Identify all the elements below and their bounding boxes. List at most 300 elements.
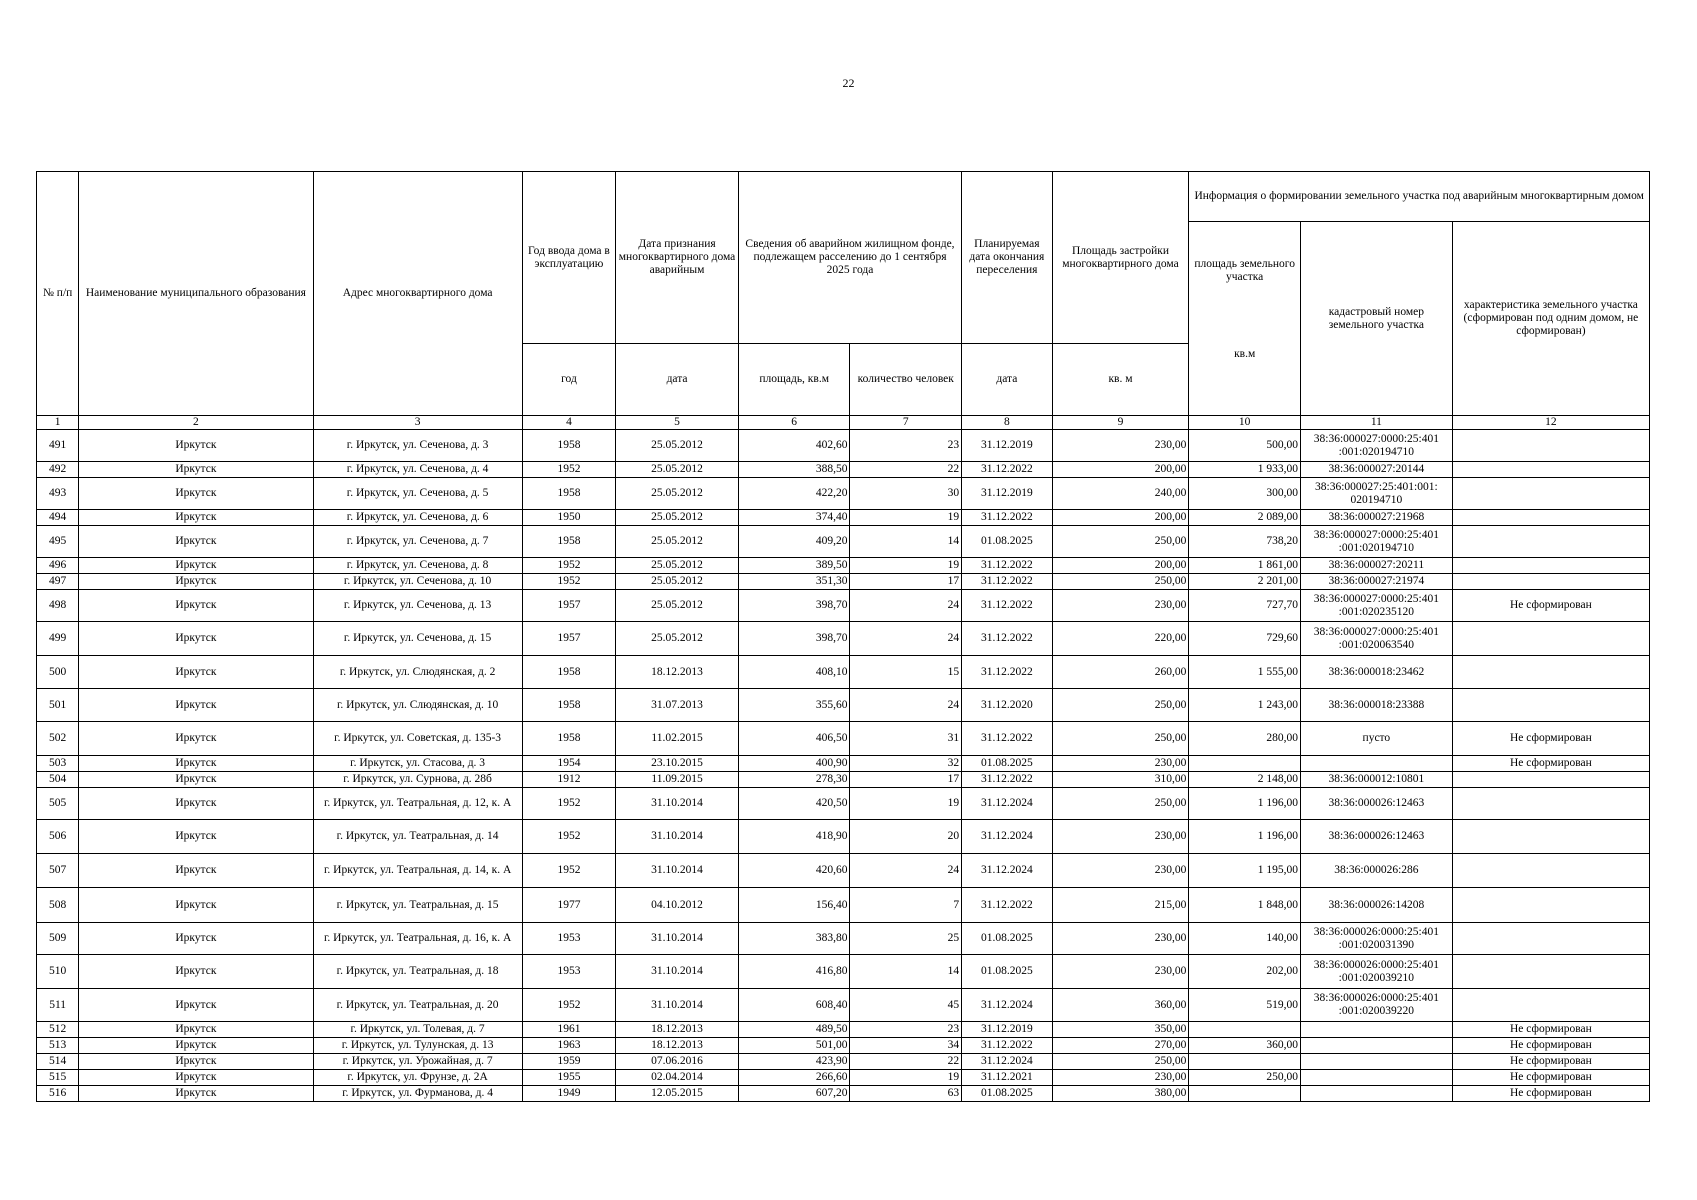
address-cell: г. Иркутск, ул. Сеченова, д. 10 [313, 574, 522, 590]
land-area-cell: 519,00 [1189, 989, 1301, 1022]
land-area-cell: 202,00 [1189, 955, 1301, 989]
row-number: 503 [37, 756, 79, 772]
land-area-cell: 1 933,00 [1189, 462, 1301, 478]
people-cell: 19 [850, 558, 962, 574]
recognition-date-cell: 31.10.2014 [616, 788, 739, 820]
cadastral-cell: 38:36:000018:23388 [1300, 689, 1452, 722]
people-cell: 30 [850, 478, 962, 510]
address-cell: г. Иркутск, ул. Толевая, д. 7 [313, 1022, 522, 1038]
people-cell: 19 [850, 510, 962, 526]
emergency-housing-table [36, 171, 1650, 1102]
table-row [37, 820, 1650, 854]
planned-end-cell: 01.08.2025 [962, 955, 1053, 989]
planned-end-cell: 31.12.2022 [962, 772, 1053, 788]
year-cell: 1958 [522, 478, 616, 510]
building-area-cell: 200,00 [1052, 510, 1189, 526]
header-building-area: Площадь застройки многоквартирного дома [1052, 172, 1189, 344]
building-area-cell: 250,00 [1052, 574, 1189, 590]
recognition-date-cell: 31.07.2013 [616, 689, 739, 722]
area-cell: 383,80 [738, 923, 850, 955]
table-row [37, 622, 1650, 656]
cadastral-cell: 38:36:000027:20211 [1300, 558, 1452, 574]
land-char-cell [1452, 478, 1649, 510]
table-row [37, 656, 1650, 689]
municipality-cell: Иркутск [79, 1022, 313, 1038]
year-cell: 1953 [522, 923, 616, 955]
land-area-cell: 1 555,00 [1189, 656, 1301, 689]
land-char-cell [1452, 656, 1649, 689]
row-number: 508 [37, 888, 79, 923]
header-emergency-fund: Сведения об аварийном жилищном фонде, подлежащем расселению до 1 сентября 2025 года [738, 172, 961, 344]
people-cell: 25 [850, 923, 962, 955]
planned-end-cell: 31.12.2019 [962, 430, 1053, 462]
address-cell: г. Иркутск, ул. Слюдянская, д. 2 [313, 656, 522, 689]
people-cell: 24 [850, 590, 962, 622]
year-cell: 1958 [522, 526, 616, 558]
year-cell: 1952 [522, 820, 616, 854]
year-cell: 1957 [522, 622, 616, 656]
year-cell: 1958 [522, 430, 616, 462]
year-cell: 1952 [522, 574, 616, 590]
area-cell: 355,60 [738, 689, 850, 722]
land-char-cell [1452, 955, 1649, 989]
land-char-cell: Не сформирован [1452, 1070, 1649, 1086]
building-area-cell: 230,00 [1052, 756, 1189, 772]
address-cell: г. Иркутск, ул. Сеченова, д. 7 [313, 526, 522, 558]
land-area-cell: 500,00 [1189, 430, 1301, 462]
land-char-cell: Не сформирован [1452, 1022, 1649, 1038]
land-area-cell: 360,00 [1189, 1038, 1301, 1054]
address-cell: г. Иркутск, ул. Театральная, д. 14, к. А [313, 854, 522, 888]
planned-end-cell: 31.12.2022 [962, 558, 1053, 574]
municipality-cell: Иркутск [79, 788, 313, 820]
land-char-cell [1452, 526, 1649, 558]
header-unit-date: дата [616, 344, 739, 416]
row-number: 507 [37, 854, 79, 888]
building-area-cell: 380,00 [1052, 1086, 1189, 1102]
planned-end-cell: 31.12.2022 [962, 722, 1053, 756]
cadastral-cell: 38:36:000026:0000:25:401 :001:020031390 [1300, 923, 1452, 955]
land-char-cell [1452, 772, 1649, 788]
land-char-cell: Не сформирован [1452, 756, 1649, 772]
planned-end-cell: 31.12.2020 [962, 689, 1053, 722]
municipality-cell: Иркутск [79, 478, 313, 510]
land-area-cell: 2 089,00 [1189, 510, 1301, 526]
row-number: 512 [37, 1022, 79, 1038]
building-area-cell: 250,00 [1052, 689, 1189, 722]
row-number: 505 [37, 788, 79, 820]
planned-end-cell: 31.12.2024 [962, 788, 1053, 820]
cadastral-cell: 38:36:000027:20144 [1300, 462, 1452, 478]
people-cell: 23 [850, 1022, 962, 1038]
row-number: 511 [37, 989, 79, 1022]
row-number: 496 [37, 558, 79, 574]
land-char-cell: Не сформирован [1452, 722, 1649, 756]
year-cell: 1958 [522, 689, 616, 722]
address-cell: г. Иркутск, ул. Театральная, д. 14 [313, 820, 522, 854]
year-cell: 1953 [522, 955, 616, 989]
area-cell: 266,60 [738, 1070, 850, 1086]
address-cell: г. Иркутск, ул. Слюдянская, д. 10 [313, 689, 522, 722]
cadastral-cell [1300, 1038, 1452, 1054]
land-char-cell [1452, 788, 1649, 820]
area-cell: 398,70 [738, 590, 850, 622]
table-row [37, 772, 1650, 788]
row-number: 504 [37, 772, 79, 788]
recognition-date-cell: 18.12.2013 [616, 1022, 739, 1038]
area-cell: 420,60 [738, 854, 850, 888]
year-cell: 1955 [522, 1070, 616, 1086]
land-area-cell [1189, 756, 1301, 772]
people-cell: 7 [850, 888, 962, 923]
building-area-cell: 230,00 [1052, 1070, 1189, 1086]
table-header [37, 172, 1650, 416]
row-number: 516 [37, 1086, 79, 1102]
planned-end-cell: 31.12.2022 [962, 590, 1053, 622]
address-cell: г. Иркутск, ул. Театральная, д. 20 [313, 989, 522, 1022]
land-area-cell [1189, 1054, 1301, 1070]
header-num: № п/п [37, 172, 79, 416]
column-number: 4 [522, 416, 616, 430]
table-row [37, 689, 1650, 722]
land-char-cell [1452, 820, 1649, 854]
people-cell: 17 [850, 574, 962, 590]
recognition-date-cell: 23.10.2015 [616, 756, 739, 772]
land-char-cell: Не сформирован [1452, 1038, 1649, 1054]
table-row [37, 558, 1650, 574]
recognition-date-cell: 25.05.2012 [616, 478, 739, 510]
building-area-cell: 200,00 [1052, 462, 1189, 478]
address-cell: г. Иркутск, ул. Театральная, д. 15 [313, 888, 522, 923]
land-area-cell: 250,00 [1189, 1070, 1301, 1086]
building-area-cell: 260,00 [1052, 656, 1189, 689]
municipality-cell: Иркутск [79, 888, 313, 923]
municipality-cell: Иркутск [79, 989, 313, 1022]
planned-end-cell: 31.12.2022 [962, 574, 1053, 590]
building-area-cell: 310,00 [1052, 772, 1189, 788]
people-cell: 22 [850, 1054, 962, 1070]
area-cell: 388,50 [738, 462, 850, 478]
column-number: 2 [79, 416, 313, 430]
address-cell: г. Иркутск, ул. Стасова, д. 3 [313, 756, 522, 772]
recognition-date-cell: 02.04.2014 [616, 1070, 739, 1086]
address-cell: г. Иркутск, ул. Сеченова, д. 3 [313, 430, 522, 462]
land-area-cell: 727,70 [1189, 590, 1301, 622]
row-number: 491 [37, 430, 79, 462]
cadastral-cell: 38:36:000027:25:401:001: 020194710 [1300, 478, 1452, 510]
land-area-cell: 738,20 [1189, 526, 1301, 558]
table-row [37, 430, 1650, 462]
recognition-date-cell: 04.10.2012 [616, 888, 739, 923]
cadastral-cell [1300, 756, 1452, 772]
planned-end-cell: 31.12.2019 [962, 1022, 1053, 1038]
land-area-cell [1189, 1086, 1301, 1102]
cadastral-cell: 38:36:000026:14208 [1300, 888, 1452, 923]
recognition-date-cell: 11.02.2015 [616, 722, 739, 756]
planned-end-cell: 01.08.2025 [962, 756, 1053, 772]
land-char-cell [1452, 462, 1649, 478]
table-row [37, 1070, 1650, 1086]
cadastral-cell: 38:36:000018:23462 [1300, 656, 1452, 689]
people-cell: 20 [850, 820, 962, 854]
column-number: 3 [313, 416, 522, 430]
land-area-cell: 1 196,00 [1189, 820, 1301, 854]
area-cell: 607,20 [738, 1086, 850, 1102]
building-area-cell: 270,00 [1052, 1038, 1189, 1054]
address-cell: г. Иркутск, ул. Сеченова, д. 5 [313, 478, 522, 510]
year-cell: 1959 [522, 1054, 616, 1070]
planned-end-cell: 31.12.2022 [962, 888, 1053, 923]
municipality-cell: Иркутск [79, 1038, 313, 1054]
header-land-area: площадь земельного участка кв.м [1189, 222, 1301, 416]
land-char-cell [1452, 510, 1649, 526]
building-area-cell: 230,00 [1052, 430, 1189, 462]
municipality-cell: Иркутск [79, 574, 313, 590]
header-unit-year: год [522, 344, 616, 416]
cadastral-cell: 38:36:000026:12463 [1300, 788, 1452, 820]
year-cell: 1949 [522, 1086, 616, 1102]
cadastral-cell: 38:36:000026:0000:25:401 :001:020039210 [1300, 955, 1452, 989]
recognition-date-cell: 25.05.2012 [616, 622, 739, 656]
cadastral-cell: 38:36:000026:286 [1300, 854, 1452, 888]
land-area-cell: 729,60 [1189, 622, 1301, 656]
column-number: 11 [1300, 416, 1452, 430]
recognition-date-cell: 12.05.2015 [616, 1086, 739, 1102]
area-cell: 489,50 [738, 1022, 850, 1038]
address-cell: г. Иркутск, ул. Сеченова, д. 13 [313, 590, 522, 622]
land-area-cell: 280,00 [1189, 722, 1301, 756]
table-row [37, 854, 1650, 888]
table-body [37, 416, 1650, 1102]
table-row [37, 788, 1650, 820]
planned-end-cell: 31.12.2024 [962, 989, 1053, 1022]
building-area-cell: 230,00 [1052, 923, 1189, 955]
recognition-date-cell: 25.05.2012 [616, 574, 739, 590]
people-cell: 63 [850, 1086, 962, 1102]
address-cell: г. Иркутск, ул. Театральная, д. 12, к. А [313, 788, 522, 820]
recognition-date-cell: 25.05.2012 [616, 462, 739, 478]
row-number: 495 [37, 526, 79, 558]
row-number: 499 [37, 622, 79, 656]
table-row [37, 1054, 1650, 1070]
header-unit-date2: дата [962, 344, 1053, 416]
recognition-date-cell: 31.10.2014 [616, 923, 739, 955]
recognition-date-cell: 11.09.2015 [616, 772, 739, 788]
column-number: 10 [1189, 416, 1301, 430]
cadastral-cell: пусто [1300, 722, 1452, 756]
recognition-date-cell: 31.10.2014 [616, 989, 739, 1022]
cadastral-cell: 38:36:000027:21968 [1300, 510, 1452, 526]
table-row [37, 756, 1650, 772]
cadastral-cell: 38:36:000026:12463 [1300, 820, 1452, 854]
cadastral-cell: 38:36:000027:0000:25:401 :001:020194710 [1300, 526, 1452, 558]
row-number: 514 [37, 1054, 79, 1070]
area-cell: 408,10 [738, 656, 850, 689]
table-row [37, 574, 1650, 590]
planned-end-cell: 01.08.2025 [962, 526, 1053, 558]
row-number: 501 [37, 689, 79, 722]
cadastral-cell: 38:36:000026:0000:25:401 :001:020039220 [1300, 989, 1452, 1022]
land-area-cell [1189, 1022, 1301, 1038]
row-number: 494 [37, 510, 79, 526]
column-number: 6 [738, 416, 850, 430]
municipality-cell: Иркутск [79, 430, 313, 462]
header-recognition-date: Дата признания многоквартирного дома аварийным [616, 172, 739, 344]
table-row [37, 989, 1650, 1022]
land-char-cell [1452, 989, 1649, 1022]
recognition-date-cell: 25.05.2012 [616, 430, 739, 462]
building-area-cell: 250,00 [1052, 788, 1189, 820]
building-area-cell: 230,00 [1052, 854, 1189, 888]
cadastral-cell: 38:36:000012:10801 [1300, 772, 1452, 788]
planned-end-cell: 01.08.2025 [962, 1086, 1053, 1102]
area-cell: 278,30 [738, 772, 850, 788]
table-row [37, 1038, 1650, 1054]
municipality-cell: Иркутск [79, 622, 313, 656]
area-cell: 374,40 [738, 510, 850, 526]
address-cell: г. Иркутск, ул. Фрунзе, д. 2А [313, 1070, 522, 1086]
column-number: 9 [1052, 416, 1189, 430]
municipality-cell: Иркутск [79, 510, 313, 526]
column-number: 7 [850, 416, 962, 430]
land-char-cell [1452, 430, 1649, 462]
planned-end-cell: 31.12.2022 [962, 656, 1053, 689]
building-area-cell: 250,00 [1052, 722, 1189, 756]
building-area-cell: 230,00 [1052, 590, 1189, 622]
table-row [37, 1022, 1650, 1038]
cadastral-cell: 38:36:000027:0000:25:401 :001:020235120 [1300, 590, 1452, 622]
municipality-cell: Иркутск [79, 820, 313, 854]
area-cell: 409,20 [738, 526, 850, 558]
planned-end-cell: 31.12.2019 [962, 478, 1053, 510]
column-number: 5 [616, 416, 739, 430]
year-cell: 1952 [522, 854, 616, 888]
year-cell: 1952 [522, 989, 616, 1022]
people-cell: 14 [850, 526, 962, 558]
header-unit-area: площадь, кв.м [738, 344, 850, 416]
people-cell: 45 [850, 989, 962, 1022]
land-char-cell: Не сформирован [1452, 590, 1649, 622]
area-cell: 423,90 [738, 1054, 850, 1070]
header-unit-sqm2: кв.м [1234, 348, 1256, 360]
area-cell: 398,70 [738, 622, 850, 656]
cadastral-cell: 38:36:000027:0000:25:401 :001:020063540 [1300, 622, 1452, 656]
row-number: 493 [37, 478, 79, 510]
land-char-cell [1452, 923, 1649, 955]
recognition-date-cell: 31.10.2014 [616, 955, 739, 989]
building-area-cell: 220,00 [1052, 622, 1189, 656]
header-unit-people: количество человек [850, 344, 962, 416]
municipality-cell: Иркутск [79, 462, 313, 478]
header-planned-end: Планируемая дата окончания переселения [962, 172, 1053, 344]
header-address: Адрес многоквартирного дома [313, 172, 522, 416]
people-cell: 34 [850, 1038, 962, 1054]
table-row [37, 510, 1650, 526]
area-cell: 402,60 [738, 430, 850, 462]
area-cell: 418,90 [738, 820, 850, 854]
municipality-cell: Иркутск [79, 854, 313, 888]
municipality-cell: Иркутск [79, 656, 313, 689]
recognition-date-cell: 25.05.2012 [616, 510, 739, 526]
planned-end-cell: 31.12.2022 [962, 462, 1053, 478]
people-cell: 19 [850, 788, 962, 820]
building-area-cell: 360,00 [1052, 989, 1189, 1022]
table-row [37, 923, 1650, 955]
header-unit-sqm: кв. м [1052, 344, 1189, 416]
area-cell: 400,90 [738, 756, 850, 772]
land-area-cell: 140,00 [1189, 923, 1301, 955]
planned-end-cell: 31.12.2022 [962, 1038, 1053, 1054]
area-cell: 156,40 [738, 888, 850, 923]
land-char-cell [1452, 854, 1649, 888]
building-area-cell: 250,00 [1052, 1054, 1189, 1070]
address-cell: г. Иркутск, ул. Сеченова, д. 6 [313, 510, 522, 526]
area-cell: 420,50 [738, 788, 850, 820]
year-cell: 1963 [522, 1038, 616, 1054]
cadastral-cell [1300, 1054, 1452, 1070]
table-row [37, 888, 1650, 923]
row-number: 492 [37, 462, 79, 478]
land-area-cell: 1 243,00 [1189, 689, 1301, 722]
cadastral-cell: 38:36:000027:0000:25:401 :001:020194710 [1300, 430, 1452, 462]
address-cell: г. Иркутск, ул. Сурнова, д. 28б [313, 772, 522, 788]
recognition-date-cell: 18.12.2013 [616, 656, 739, 689]
people-cell: 22 [850, 462, 962, 478]
land-area-cell: 300,00 [1189, 478, 1301, 510]
municipality-cell: Иркутск [79, 1070, 313, 1086]
table-row [37, 462, 1650, 478]
municipality-cell: Иркутск [79, 722, 313, 756]
land-area-cell: 1 848,00 [1189, 888, 1301, 923]
address-cell: г. Иркутск, ул. Сеченова, д. 8 [313, 558, 522, 574]
table-row [37, 1086, 1650, 1102]
municipality-cell: Иркутск [79, 526, 313, 558]
row-number: 513 [37, 1038, 79, 1054]
header-year-built: Год ввода дома в эксплуатацию [522, 172, 616, 344]
land-area-cell: 2 201,00 [1189, 574, 1301, 590]
people-cell: 17 [850, 772, 962, 788]
people-cell: 32 [850, 756, 962, 772]
column-number: 12 [1452, 416, 1649, 430]
building-area-cell: 215,00 [1052, 888, 1189, 923]
cadastral-cell [1300, 1022, 1452, 1038]
table-row [37, 590, 1650, 622]
table-row [37, 722, 1650, 756]
people-cell: 24 [850, 854, 962, 888]
area-cell: 406,50 [738, 722, 850, 756]
people-cell: 31 [850, 722, 962, 756]
year-cell: 1958 [522, 656, 616, 689]
recognition-date-cell: 07.06.2016 [616, 1054, 739, 1070]
row-number: 502 [37, 722, 79, 756]
address-cell: г. Иркутск, ул. Фурманова, д. 4 [313, 1086, 522, 1102]
municipality-cell: Иркутск [79, 689, 313, 722]
page-number: 22 [842, 76, 855, 90]
recognition-date-cell: 31.10.2014 [616, 854, 739, 888]
table-row [37, 955, 1650, 989]
column-number: 8 [962, 416, 1053, 430]
people-cell: 24 [850, 689, 962, 722]
cadastral-cell [1300, 1070, 1452, 1086]
municipality-cell: Иркутск [79, 1054, 313, 1070]
people-cell: 15 [850, 656, 962, 689]
people-cell: 14 [850, 955, 962, 989]
municipality-cell: Иркутск [79, 1086, 313, 1102]
municipality-cell: Иркутск [79, 772, 313, 788]
planned-end-cell: 31.12.2022 [962, 510, 1053, 526]
year-cell: 1952 [522, 462, 616, 478]
municipality-cell: Иркутск [79, 558, 313, 574]
